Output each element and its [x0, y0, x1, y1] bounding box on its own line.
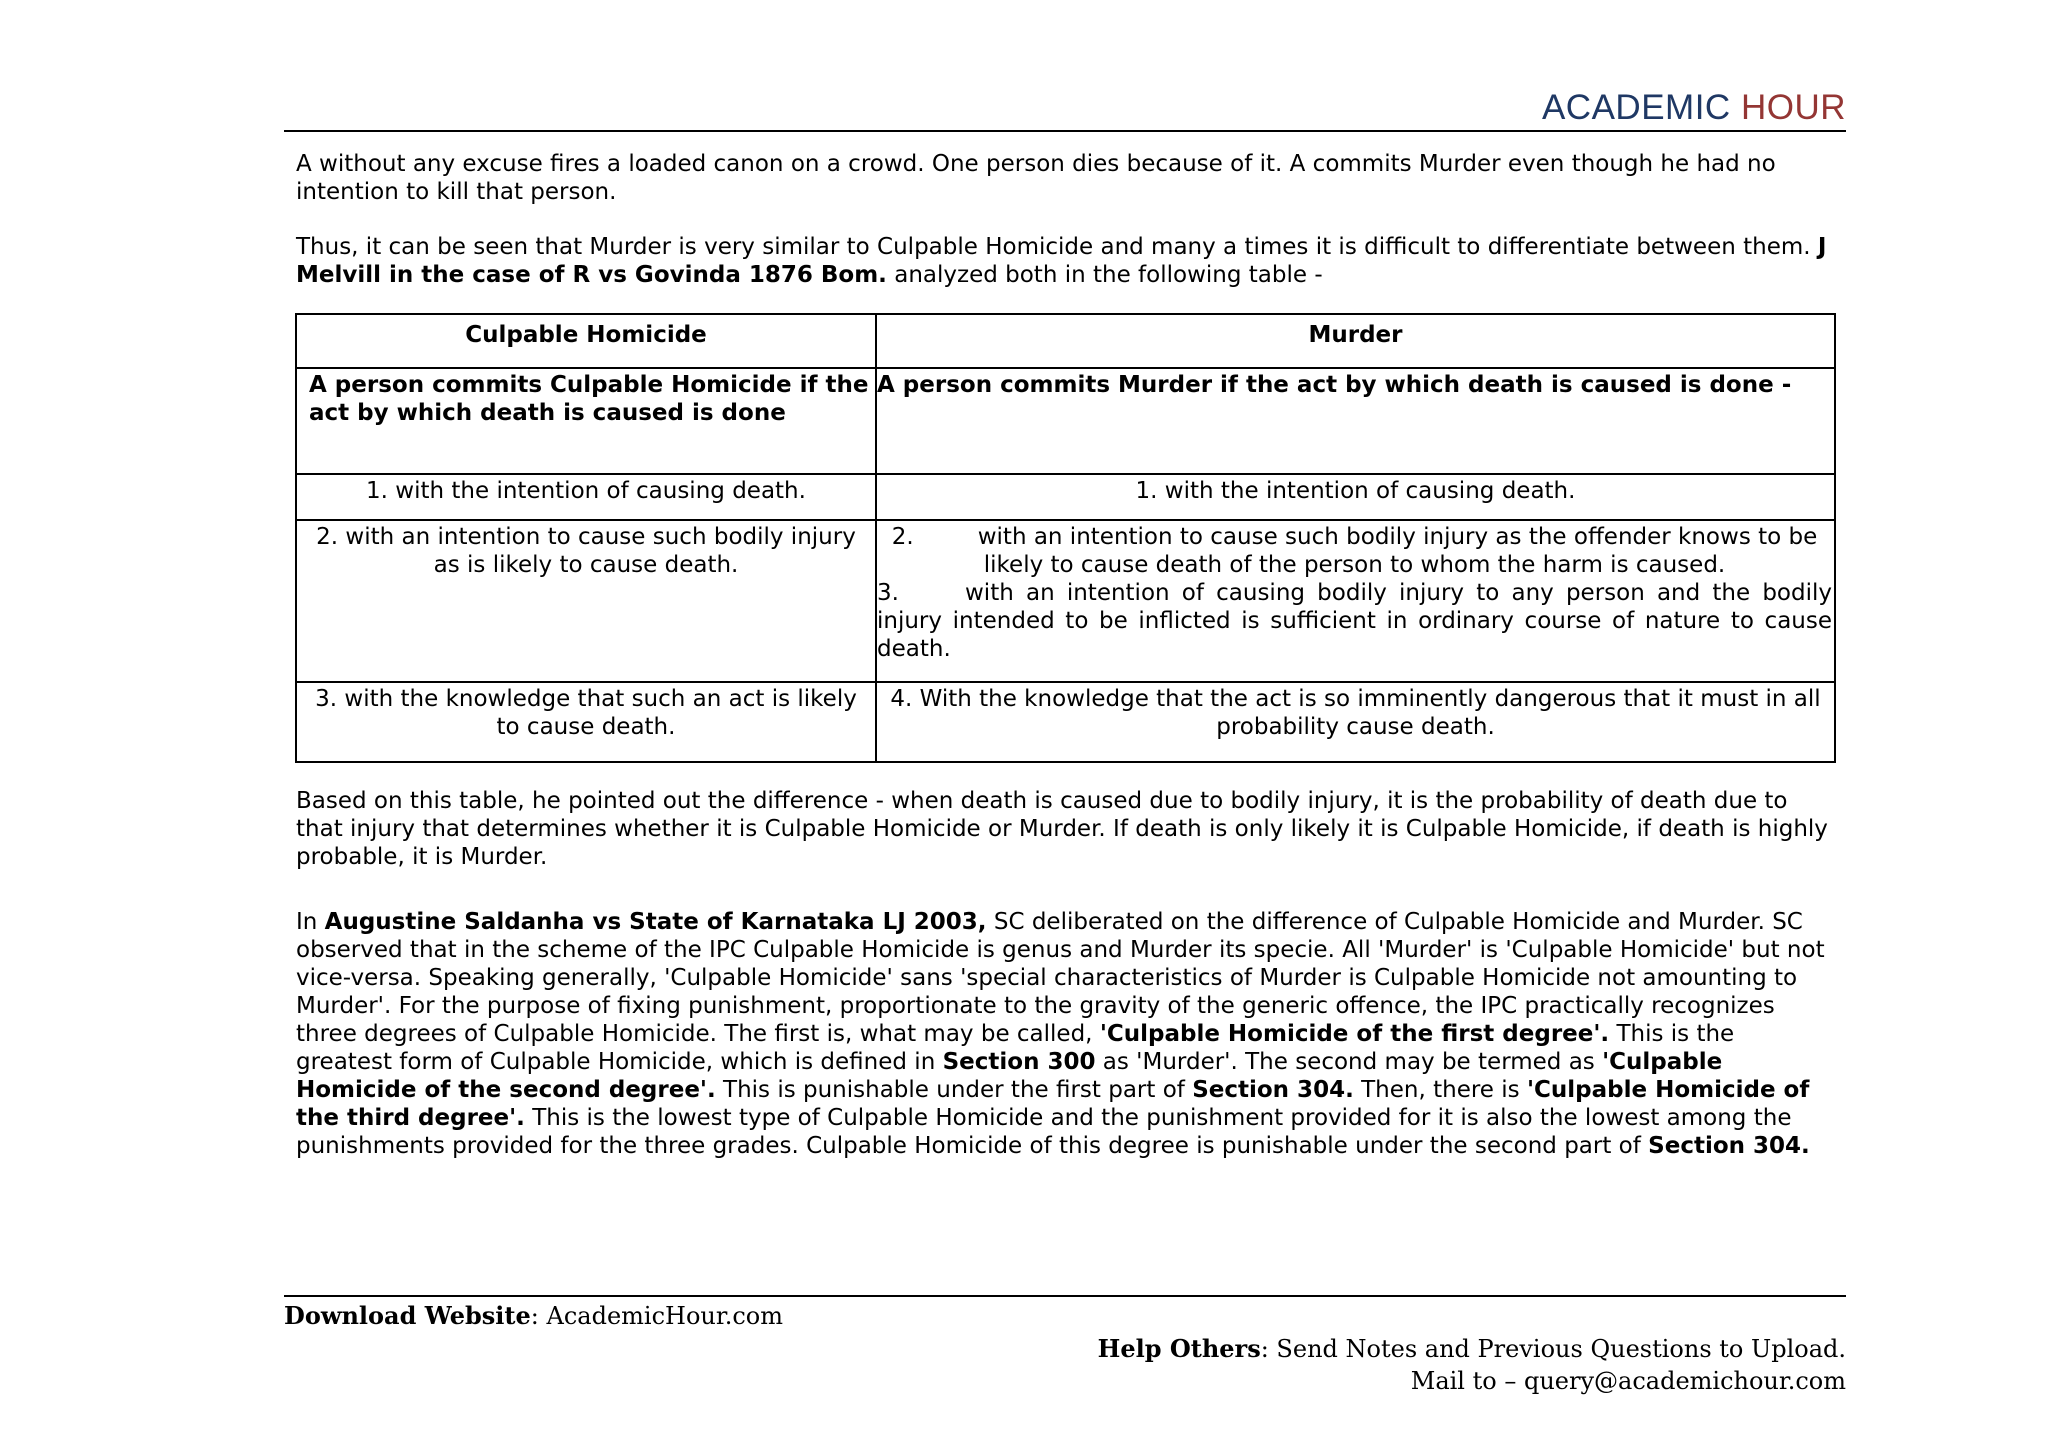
p2-text-pre: Thus, it can be seen that Murder is very similar to Culpable Homicide and many a times it is difficult to differentiate between them.	[296, 234, 1818, 260]
murder-item-2	[877, 523, 1832, 579]
header-culpable-homicide: Culpable Homicide	[296, 314, 876, 368]
footer-mail-line[interactable]: Mail to – query@academichour.com	[1410, 1367, 1846, 1395]
table-header-row	[296, 314, 1835, 368]
footer-help-text: : Send Notes and Previous Questions to Upload.	[1260, 1335, 1846, 1363]
p4-text-1: In	[296, 909, 325, 935]
footer-rule	[284, 1295, 1846, 1297]
p4-text-4: as 'Murder'. The second may be termed as	[1095, 1049, 1603, 1075]
murder-item-3-number: 3.	[877, 580, 899, 606]
table-row	[296, 368, 1835, 474]
cell-row3-murder: 4. With the knowledge that the act is so imminently dangerous that it must in all probability cause death.	[876, 682, 1835, 762]
p4-first-degree: 'Culpable Homicide of the first degree'.	[1099, 1021, 1610, 1047]
footer-download-link[interactable]: : AcademicHour.com	[530, 1302, 783, 1330]
paragraph-difference: Based on this table, he pointed out the difference - when death is caused due to bodily injury, it is the probability of death due to that injury that determines whether it is Culpable Homicide or Murder. If death is only likely it is Culpable Homicide, if death is highly probable, it is Murder.	[296, 788, 1828, 870]
header-rule	[284, 130, 1846, 132]
footer-download-label: Download Website	[284, 1301, 531, 1330]
footer-help	[1098, 1333, 1846, 1397]
p4-text-6: Then, there is	[1353, 1077, 1527, 1103]
p4-text-5: This is punishable under the first part of	[715, 1077, 1193, 1103]
p4-section-300: Section 300	[942, 1049, 1096, 1075]
cell-row1-culpable: 1. with the intention of causing death.	[296, 474, 876, 520]
p4-third-degree: 'Culpable Homicide of the third degree'.	[296, 1077, 1810, 1131]
p4-text-3: This is the greatest form of Culpable Homicide, which is defined in	[296, 1021, 1735, 1075]
cell-row1-murder: 1. with the intention of causing death.	[876, 474, 1835, 520]
p4-section-304-b: Section 304.	[1648, 1133, 1810, 1159]
header-murder: Murder	[876, 314, 1835, 368]
murder-item-3	[877, 579, 1832, 663]
paragraph-intro-table	[296, 233, 1836, 289]
paragraph-example: A without any excuse fires a loaded canon on a crowd. One person dies because of it. A commits Murder even though he had no intention to kill that person.	[296, 151, 1776, 205]
p4-text-2: SC deliberated on the difference of Culpable Homicide and Murder. SC observed that in the scheme of the IPC Culpable Homicide is genus and Murder its specie. All 'Murder' is 'Culpable Homicide' but not vice-versa. Speaking generally, 'Culpable Homicide' sans 'special characteristics of Murder is Culpable Homicide not amounting to Murder'. For the purpose of fixing punishment, proportionate to the gravity of the generic offence, the IPC practically recognizes three degrees of Culpable Homicide. The first is, what may be called,	[296, 909, 1825, 1047]
paragraph-augustine-case	[296, 908, 1836, 1160]
brand-hour: HOUR	[1740, 88, 1846, 127]
cell-row3-culpable: 3. with the knowledge that such an act is likely to cause death.	[296, 682, 876, 762]
p2-text-post: analyzed both in the following table -	[886, 262, 1323, 288]
murder-item-3-text: with an intention of causing bodily injury to any person and the bodily injury intended to be inflicted is sufficient in ordinary course of nature to cause death.	[877, 580, 1832, 662]
p4-second-degree: 'Culpable Homicide of the second degree'.	[296, 1049, 1723, 1103]
brand-academic: ACADEMIC	[1541, 88, 1731, 127]
p4-section-304-a: Section 304.	[1192, 1077, 1354, 1103]
murder-item-2-text: with an intention to cause such bodily injury as the offender knows to be likely to cause death of the person to whom the harm is caused.	[977, 524, 1818, 578]
murder-item-2-number: 2.	[891, 524, 914, 550]
comparison-table	[295, 313, 1836, 763]
cell-intro-murder: A person commits Murder if the act by which death is caused is done -	[876, 368, 1835, 474]
p2-case-citation: J Melvill in the case of R vs Govinda 1876 Bom.	[296, 234, 1827, 288]
cell-row2-murder	[876, 520, 1835, 682]
footer-help-line	[1098, 1333, 1846, 1365]
p4-text-7: This is the lowest type of Culpable Homicide and the punishment provided for it is also the lowest among the punishments provided for the three grades. Culpable Homicide of this degree is punishable under the second part of	[296, 1105, 1792, 1159]
table-row	[296, 474, 1835, 520]
brand-logo	[1542, 88, 1846, 128]
p4-case-citation: Augustine Saldanha vs State of Karnataka LJ 2003,	[324, 909, 987, 935]
table-row	[296, 682, 1835, 762]
cell-intro-culpable: A person commits Culpable Homicide if the act by which death is caused is done	[296, 368, 876, 474]
table-row	[296, 520, 1835, 682]
cell-row2-culpable: 2. with an intention to cause such bodily injury as is likely to cause death.	[296, 520, 876, 682]
footer-help-label: Help Others	[1097, 1334, 1261, 1363]
footer-download	[284, 1300, 783, 1332]
